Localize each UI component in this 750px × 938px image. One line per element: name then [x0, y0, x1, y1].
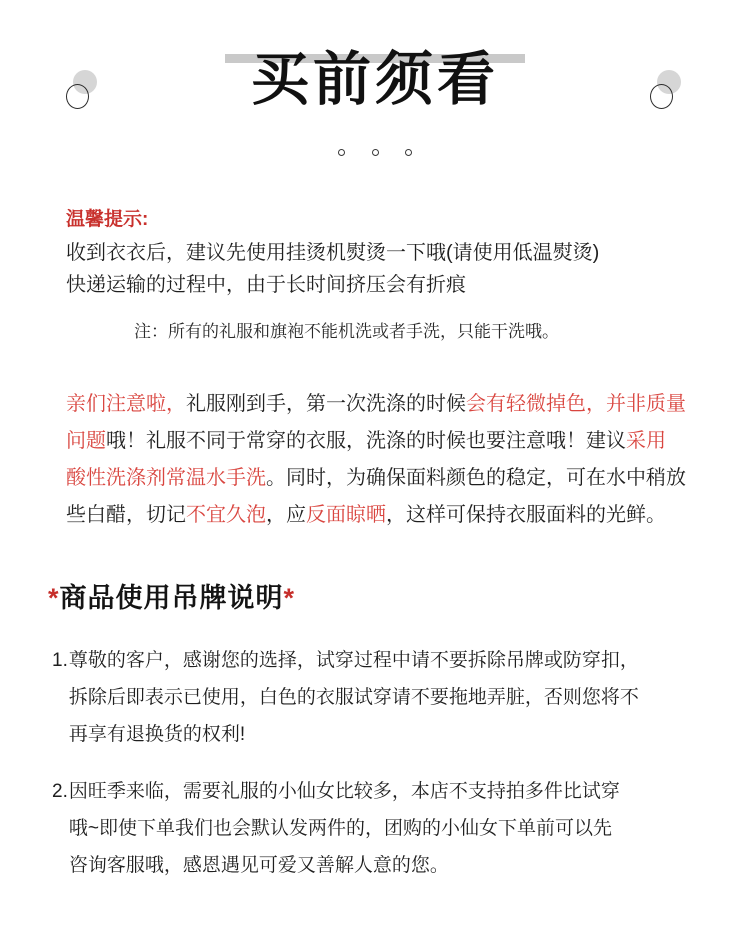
body-text: ，应 [266, 504, 306, 526]
tag-instructions-heading-text: 商品使用吊牌说明 [59, 583, 284, 613]
body-text: ，这样可保持衣服面料的光鲜。 [386, 504, 666, 526]
list-item [52, 642, 698, 753]
highlighted-text: 亲们注意啦， [66, 393, 186, 415]
tag-instructions-list [0, 642, 750, 904]
dot-icon [338, 149, 345, 156]
page-title: 买前须看 [250, 47, 499, 112]
tag-instructions-heading [0, 578, 750, 618]
highlighted-text: 反面晾晒 [306, 504, 386, 526]
list-item-line: 尊敬的客户，感谢您的选择，试穿过程中请不要拆除吊牌或防穿扣， [68, 650, 639, 671]
body-text: 哦！礼服不同于常穿的衣服，洗涤的时候也要注意哦！建议 [106, 430, 626, 452]
list-item-line: 哦~即使下单我们也会默认发两件的，团购的小仙女下单前可以先 [68, 818, 612, 839]
warm-tips-line: 快递运输的过程中，由于长时间挤压会有折痕 [66, 274, 466, 296]
list-item-number: 2. [52, 781, 68, 802]
washing-warning-line [66, 386, 698, 423]
list-item-number: 1. [52, 650, 68, 671]
highlighted-text: 酸性洗涤剂常温水手洗 [66, 467, 266, 489]
highlighted-text: 会有轻微掉色，并非质量 [466, 393, 686, 415]
list-item [52, 773, 698, 884]
star-icon-left: * [48, 583, 60, 613]
warm-tips-heading: 温馨提示: [66, 209, 149, 230]
washing-warning-section [0, 386, 750, 534]
highlighted-text: 采用 [626, 430, 666, 452]
list-item-body [69, 642, 698, 753]
dot-separator [0, 144, 750, 160]
warm-tips-section [0, 205, 750, 301]
page-header [0, 0, 750, 180]
highlighted-text: 问题 [66, 430, 106, 452]
list-item-line: 咨询客服哦，感恩遇见可爱又善解人意的您。 [68, 855, 449, 876]
page-title-wrap [0, 48, 750, 112]
washing-warning-line [66, 423, 698, 460]
body-text: 礼服刚到手，第一次洗涤的时候 [186, 393, 466, 415]
star-icon-right: * [283, 583, 296, 613]
washing-warning-line [66, 460, 698, 497]
highlighted-text: 不宜久泡 [186, 504, 266, 526]
body-text: 些白醋，切记 [66, 504, 186, 526]
dot-icon [372, 149, 379, 156]
list-item-line: 因旺季来临，需要礼服的小仙女比较多，本店不支持拍多件比试穿 [68, 781, 620, 802]
dot-icon [405, 149, 412, 156]
warm-tips-line: 收到衣衣后，建议先使用挂烫机熨烫一下哦(请使用低温熨烫) [66, 242, 600, 264]
list-item-line: 拆除后即表示已使用，白色的衣服试穿请不要拖地弄脏，否则您将不 [68, 687, 639, 708]
body-text: 。同时，为确保面料颜色的稳定，可在水中稍放 [266, 467, 686, 489]
list-item-body [69, 773, 698, 884]
washing-warning-line [66, 497, 698, 534]
list-item-line: 再享有退换货的权利! [68, 724, 246, 745]
care-note: 注：所有的礼服和旗袍不能机洗或者手洗，只能干洗哦。 [134, 322, 559, 341]
